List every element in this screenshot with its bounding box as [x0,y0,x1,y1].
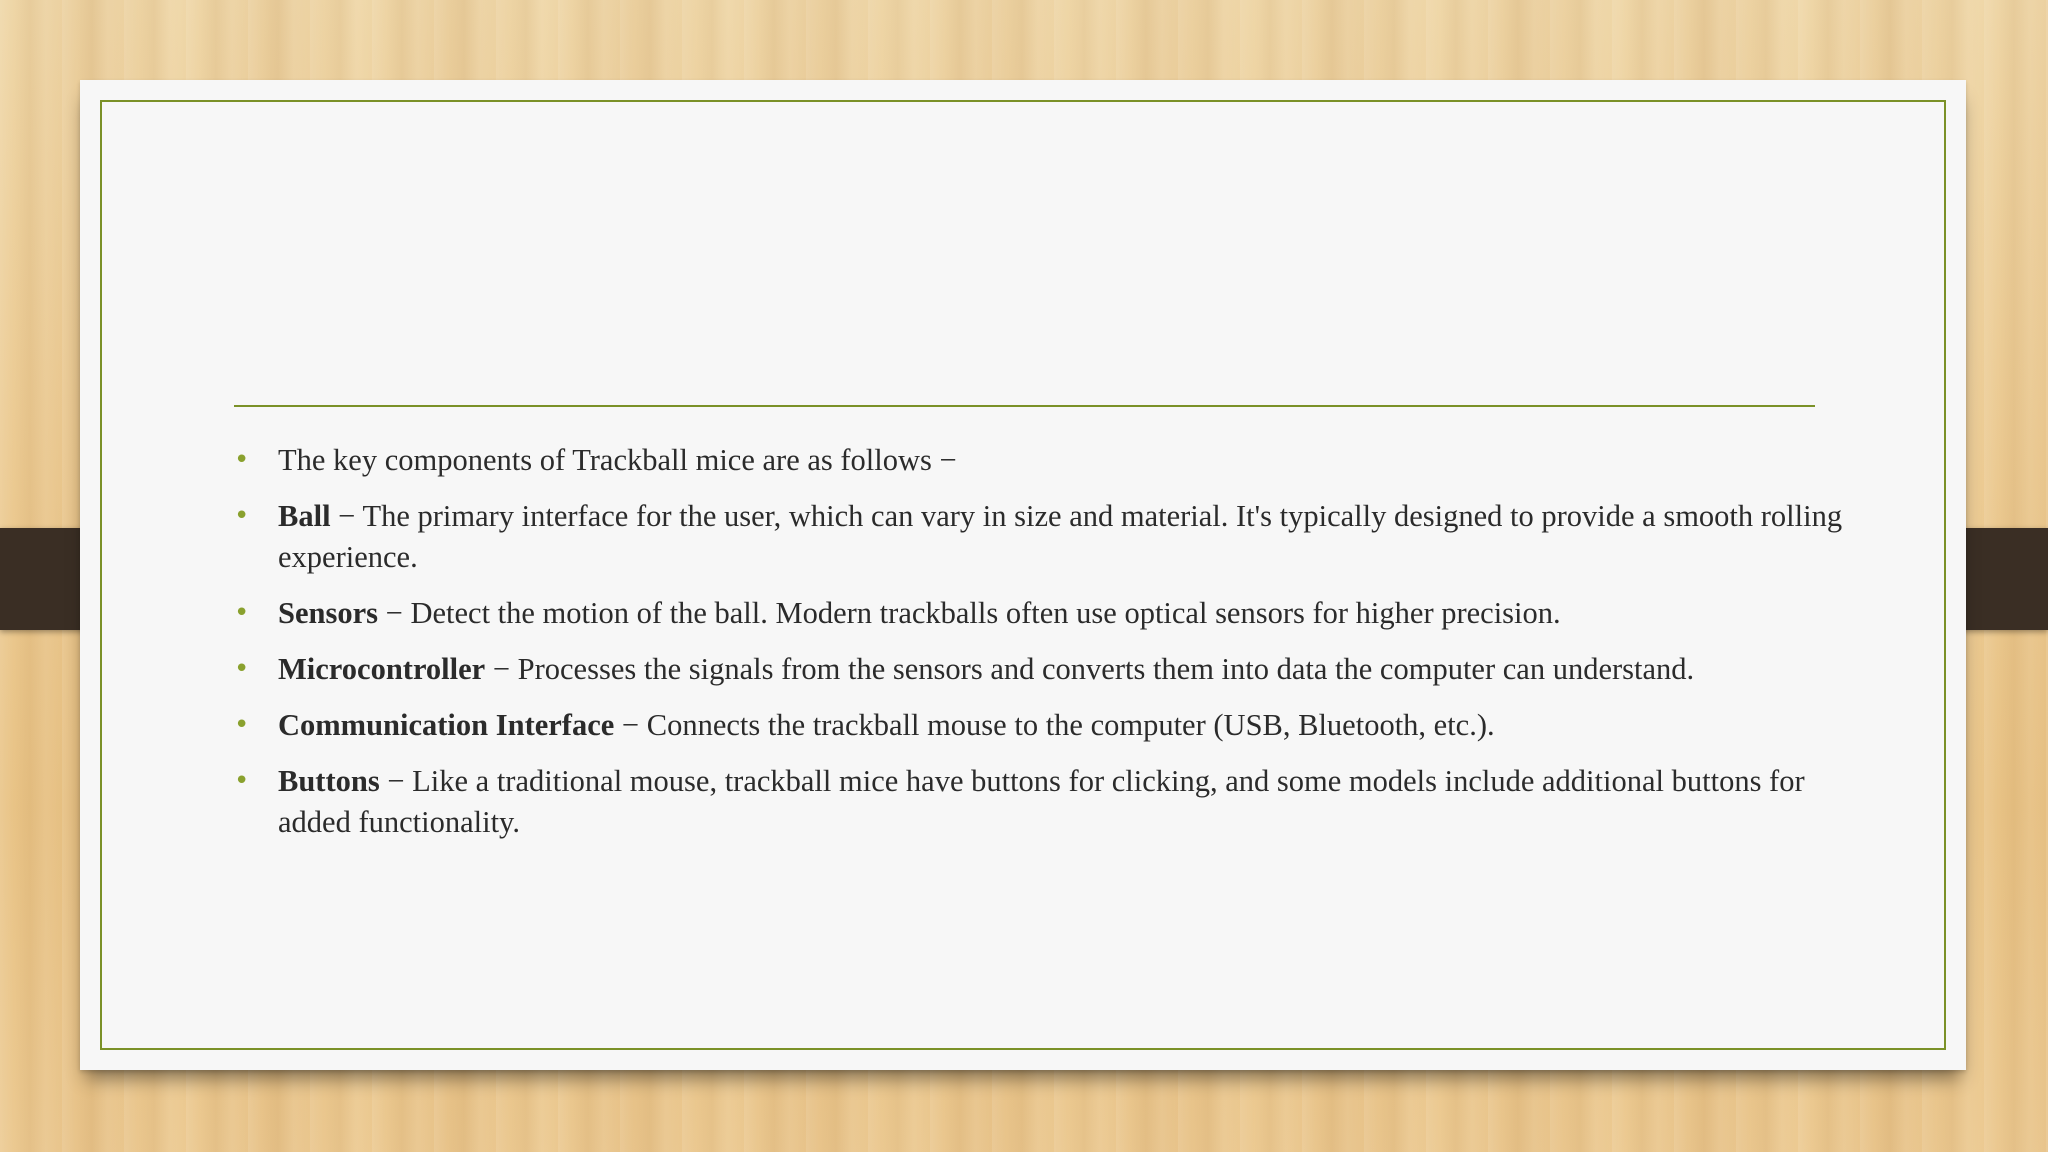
bullet-icon: • [234,598,250,628]
bullet-icon: • [234,501,250,531]
bullet-icon: • [234,654,250,684]
list-item-ball [234,496,1854,578]
bullet-icon: • [234,710,250,740]
list-item-buttons [234,761,1854,843]
item-text: − The primary interface for the user, which can vary in size and material. It's typically designed to provide a smooth rolling experience. [278,499,1843,574]
item-term: Communication Interface [278,708,615,742]
item-text: − Like a traditional mouse, trackball mice have buttons for clicking, and some models include additional buttons for added functionality. [278,764,1805,839]
list-item-microcontroller [234,649,1854,690]
list-item-sensors [234,593,1854,634]
item-text: − Detect the motion of the ball. Modern trackballs often use optical sensors for higher precision. [378,596,1561,630]
item-term: Sensors [278,596,378,630]
bullet-list [234,440,1854,858]
slide [80,80,1966,1070]
list-item-intro [234,440,1854,481]
item-term: Buttons [278,764,380,798]
bullet-icon: • [234,445,250,475]
title-divider [234,405,1815,407]
item-text: The key components of Trackball mice are as follows − [278,443,957,477]
list-item-communication-interface [234,705,1854,746]
item-term: Microcontroller [278,652,486,686]
item-text: − Connects the trackball mouse to the computer (USB, Bluetooth, etc.). [614,708,1495,742]
bullet-icon: • [234,766,250,796]
item-term: Ball [278,499,331,533]
item-text: − Processes the signals from the sensors and converts them into data the computer can understand. [485,652,1695,686]
